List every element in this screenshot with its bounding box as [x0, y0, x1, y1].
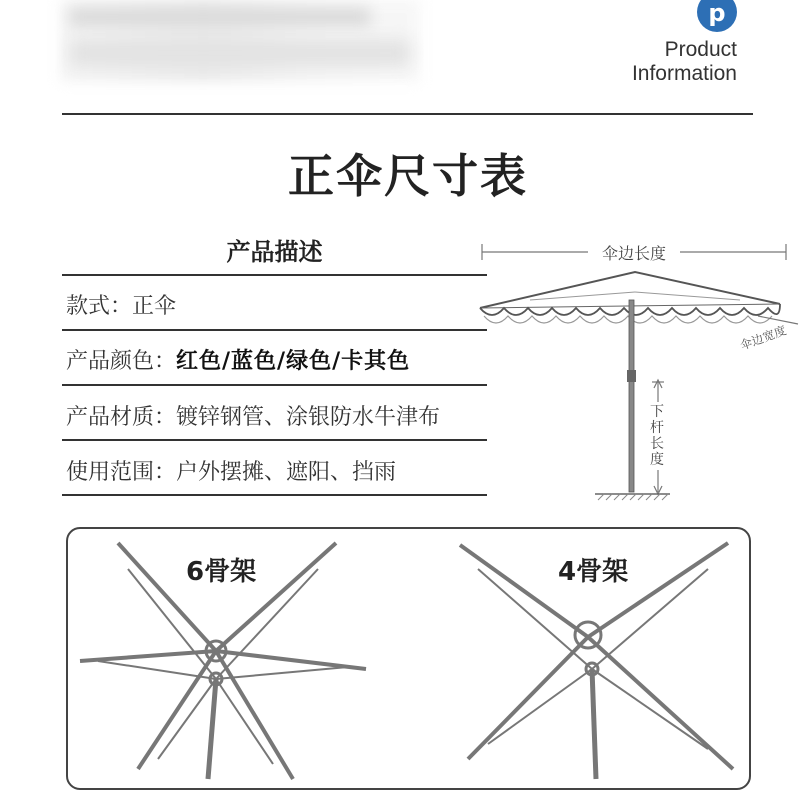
row-value: 户外摆摊、遮阳、挡雨	[176, 460, 397, 485]
description-rule	[62, 329, 487, 331]
row-style	[66, 289, 176, 320]
frame-comparison-panel	[66, 527, 751, 790]
row-value: 红色/蓝色/绿色/卡其色	[176, 349, 411, 374]
row-color	[66, 344, 410, 375]
row-usage	[66, 455, 396, 486]
umbrella-pole	[629, 300, 634, 492]
description-heading: 产品描述	[226, 238, 323, 266]
frame-illustrations	[68, 529, 751, 790]
description-rule	[62, 439, 487, 441]
row-material	[66, 400, 440, 431]
row-label: 产品材质：	[66, 405, 177, 430]
brand-logo: p	[697, 0, 737, 32]
blurred-header-subtext	[70, 40, 410, 66]
four-rib-frame-label: 4骨架	[558, 557, 629, 587]
six-rib-frame-label: 6骨架	[186, 557, 257, 587]
description-rule	[62, 384, 487, 386]
umbrella-dimension-diagram	[470, 230, 800, 520]
row-value: 镀锌钢管、涂银防水牛津布	[176, 405, 441, 430]
pole-dimension-label: 下 杆 长 度	[650, 404, 664, 468]
row-value: 正伞	[132, 294, 177, 319]
page-title: 正伞尺寸表	[288, 149, 528, 203]
blurred-header-text	[70, 8, 370, 26]
brand-text-product: Product	[664, 38, 737, 61]
row-label: 产品颜色：	[66, 349, 177, 374]
brand-text-information: Information	[631, 62, 737, 85]
edge-dimension-label: 伞边宽度	[738, 323, 789, 353]
row-label: 使用范围：	[66, 460, 177, 485]
description-rule	[62, 274, 487, 276]
row-label: 款式：	[66, 294, 133, 319]
description-rule	[62, 494, 487, 496]
width-dimension-label: 伞边长度	[601, 244, 667, 263]
header-divider	[62, 113, 753, 115]
